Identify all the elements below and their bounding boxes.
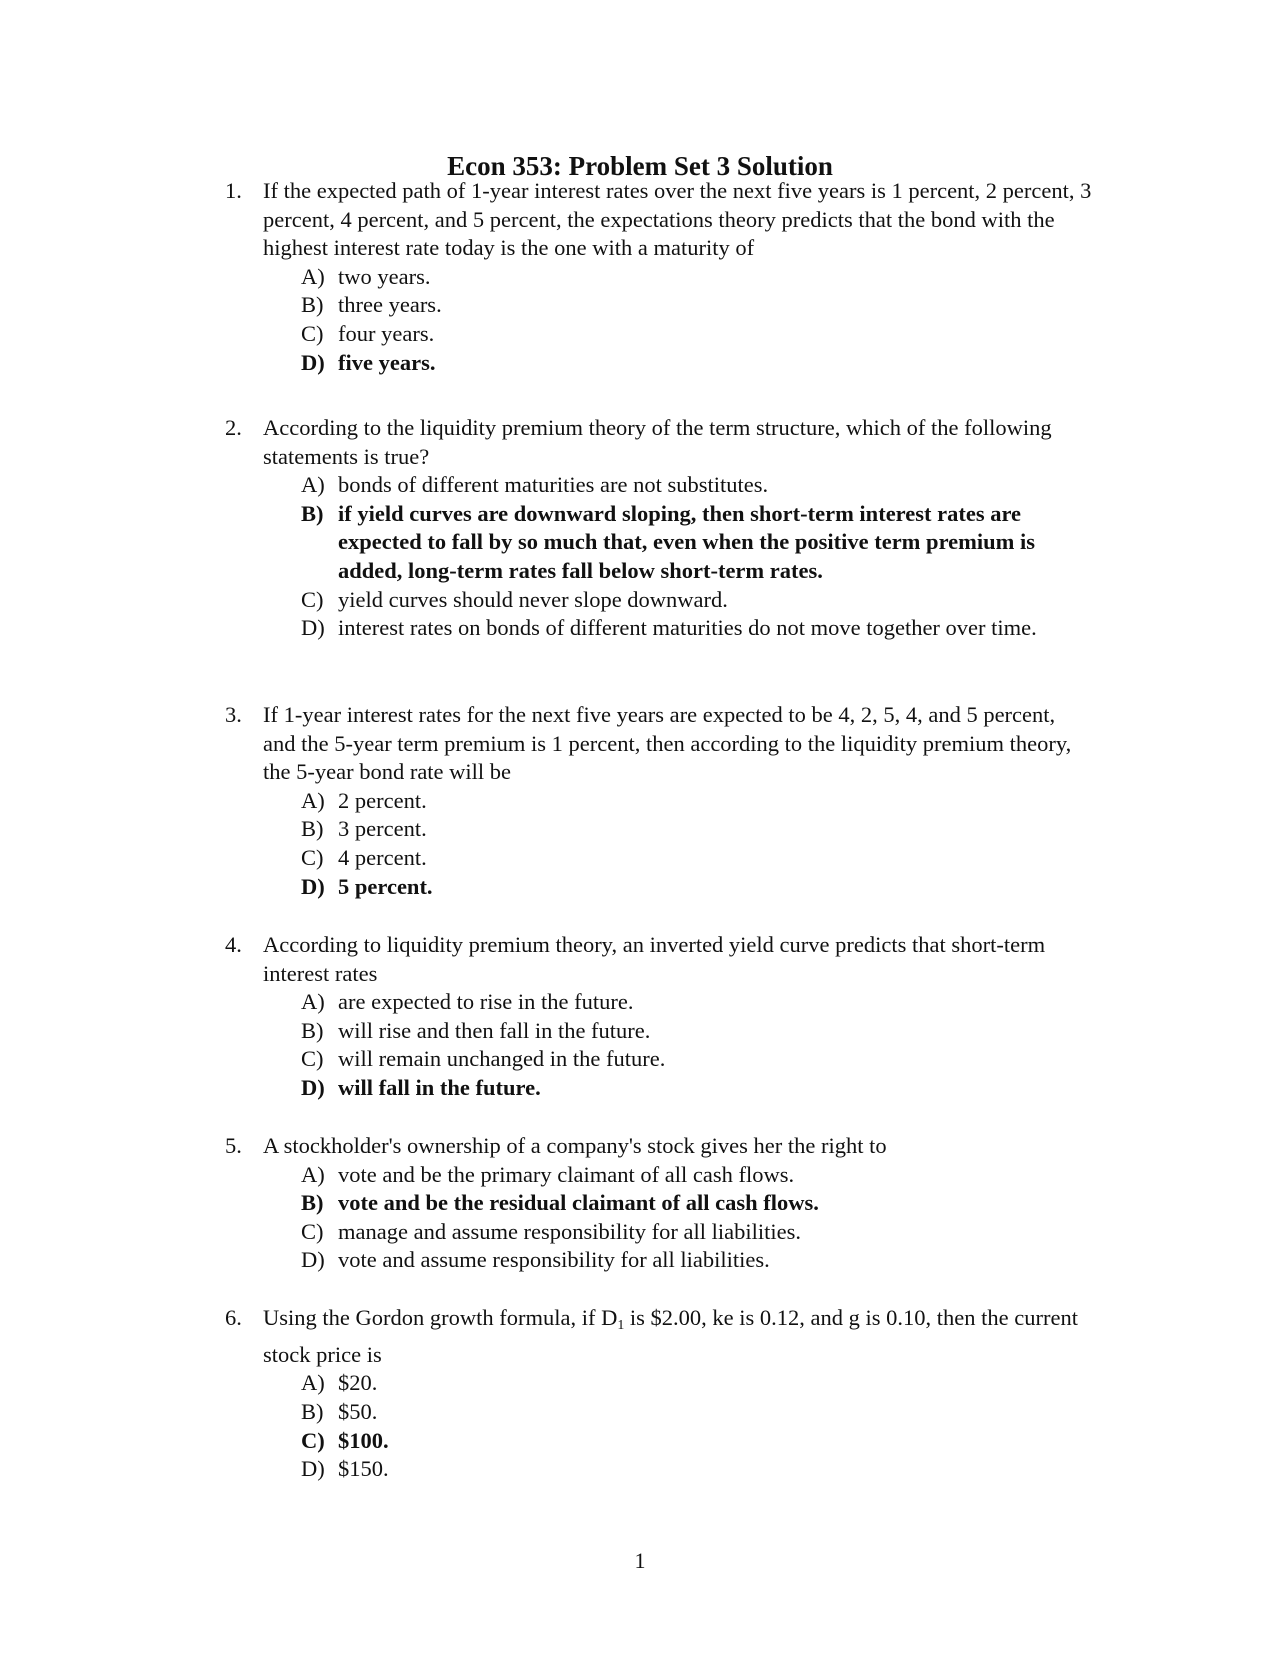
option-letter: B) [301,1398,324,1424]
answer-options [0,988,1280,1102]
option-a [0,471,1068,500]
option-text: $150. [338,1456,389,1482]
option-letter: B) [301,292,324,318]
option-letter: A) [301,472,325,498]
subscript: 1 [617,1318,625,1334]
option-text: three years. [338,292,442,318]
option-letter: A) [301,263,325,289]
page-title: Econ 353: Problem Set 3 Solution [447,151,833,181]
question-text: If the expected path of 1-year interest rates over the next five years is 1 percent, 2 percent, 3 percent, 4 percent, and 5 percent, the expectations theory predicts that the bond with the highest interest rate today is the one with a maturity of [263,178,1092,261]
question-number: 6. [225,1305,242,1330]
option-text: $20. [338,1370,378,1396]
option-b [0,815,1068,844]
option-letter: C) [301,1218,324,1244]
option-letter: D) [301,1456,325,1482]
question-stem [0,1132,1093,1161]
option-letter: C) [301,1046,324,1072]
answer-options [0,787,1280,901]
option-text: bonds of different maturities are not substitutes. [338,472,769,498]
option-letter: C) [301,320,324,346]
option-d [0,1246,1068,1275]
question-number: 2. [225,415,242,440]
question-number: 5. [225,1133,242,1158]
question-text: A stockholder's ownership of a company's stock gives her the right to [263,1133,887,1158]
option-a [0,787,1068,816]
option-c [0,320,1068,349]
option-text: 2 percent. [338,787,427,813]
option-text: if yield curves are downward sloping, then short-term interest rates are expected to fall by so much that, even when the positive term premium is added, long-term rates fall below short-term rates. [338,500,1036,583]
option-b-correct [0,1189,1068,1218]
option-d-correct [0,1074,1068,1103]
option-letter: B) [301,816,324,842]
option-text: five years. [338,349,436,375]
option-c [0,586,1068,615]
question-stem [0,414,1093,471]
option-letter: C) [301,1427,325,1453]
option-text: $100. [338,1427,389,1453]
question-text: According to liquidity premium theory, an inverted yield curve predicts that short-term interest rates [263,932,1046,986]
question-4 [0,931,1280,1103]
option-text: 5 percent. [338,873,433,899]
option-a [0,1161,1068,1190]
answer-options [0,471,1280,643]
option-text: manage and assume responsibility for all liabilities. [338,1218,802,1244]
option-text: will rise and then fall in the future. [338,1017,651,1043]
option-c [0,844,1068,873]
question-6 [0,1304,1280,1484]
option-a [0,1369,1068,1398]
option-letter: A) [301,1370,325,1396]
question-3 [0,701,1280,901]
question-2 [0,414,1280,643]
option-text: 3 percent. [338,816,427,842]
option-letter: D) [301,1247,325,1273]
option-text: 4 percent. [338,844,427,870]
option-letter: A) [301,989,325,1015]
option-letter: D) [301,1074,325,1100]
option-text: vote and be the residual claimant of all cash flows. [338,1190,819,1216]
option-a [0,263,1068,292]
option-text: yield curves should never slope downward. [338,586,728,612]
option-letter: B) [301,500,324,526]
question-text [263,1305,1078,1367]
question-5 [0,1132,1280,1275]
option-letter: A) [301,1161,325,1187]
option-text: interest rates on bonds of different maturities do not move together over time. [338,615,1037,641]
question-text-after: is $2.00, ke is 0.12, and g is 0.10, then the current stock price is [263,1305,1078,1367]
answer-options [0,1369,1280,1483]
option-letter: D) [301,873,325,899]
option-d [0,1455,1068,1484]
option-letter: B) [301,1017,324,1043]
question-text: According to the liquidity premium theory of the term structure, which of the following statements is true? [263,415,1052,469]
question-number: 3. [225,702,242,727]
option-b [0,291,1068,320]
question-stem [0,177,1093,263]
option-text: four years. [338,320,435,346]
question-number: 1. [225,178,242,203]
option-c [0,1045,1068,1074]
option-text: are expected to rise in the future. [338,989,634,1015]
page-number: 1 [634,1548,646,1573]
option-text: $50. [338,1398,378,1424]
option-d-correct [0,873,1068,902]
option-d-correct [0,349,1068,378]
option-letter: B) [301,1190,324,1216]
option-a [0,988,1068,1017]
option-b [0,1017,1068,1046]
option-letter: C) [301,586,324,612]
question-stem [0,1304,1093,1369]
option-letter: D) [301,615,325,641]
option-d [0,614,1068,643]
question-1 [0,177,1280,377]
option-text: vote and be the primary claimant of all cash flows. [338,1161,795,1187]
option-c-correct [0,1427,1068,1456]
question-number: 4. [225,932,242,957]
option-letter: C) [301,844,324,870]
option-c [0,1218,1068,1247]
option-text: will fall in the future. [338,1074,541,1100]
question-stem [0,931,1093,988]
question-text-before: Using the Gordon growth formula, if D [263,1305,618,1330]
question-stem [0,701,1093,787]
question-text: If 1-year interest rates for the next five years are expected to be 4, 2, 5, 4, and 5 percent, and the 5-year term premium is 1 percent, then according to the liquidity premium theory, the 5-year bond rate will be [263,702,1072,785]
answer-options [0,1161,1280,1275]
option-letter: A) [301,787,325,813]
option-text: two years. [338,263,431,289]
option-letter: D) [301,349,325,375]
answer-options [0,263,1280,377]
option-b-correct [0,500,1068,586]
option-b [0,1398,1068,1427]
option-text: will remain unchanged in the future. [338,1046,666,1072]
option-text: vote and assume responsibility for all liabilities. [338,1247,770,1273]
